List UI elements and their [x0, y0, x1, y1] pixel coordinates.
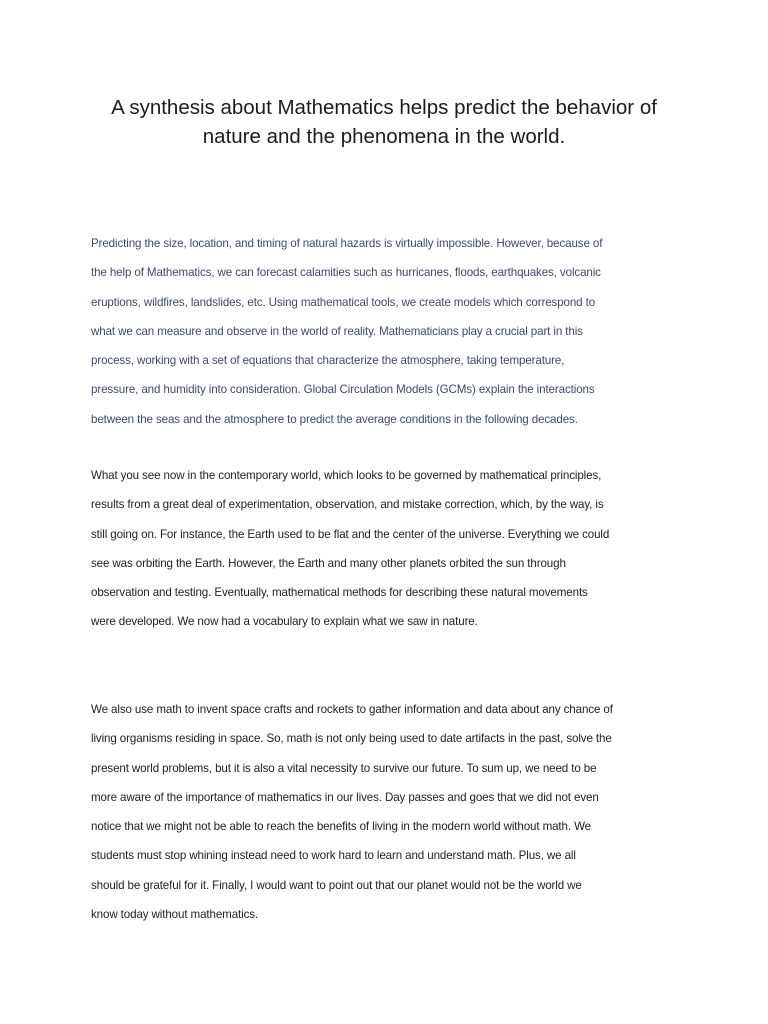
- text-line: between the seas and the atmosphere to predict the average conditions in the following decades.: [91, 412, 578, 426]
- text-line: know today without mathematics.: [91, 908, 259, 922]
- text-line: see was orbiting the Earth. However, the Earth and many other planets orbited the sun through: [91, 556, 566, 570]
- title-line: A synthesis about Mathematics helps predict the behavior of: [111, 96, 657, 119]
- text-line: Predicting the size, location, and timing of natural hazards is virtually impossible. However, because of: [91, 237, 603, 250]
- text-line: We also use math to invent space crafts and rockets to gather information and data about any chance of: [91, 703, 613, 716]
- text-line: pressure, and humidity into consideration. Global Circulation Models (GCMs) explain the interactions: [91, 383, 595, 397]
- text-line: students must stop whining instead need to work hard to learn and understand math. Plus, we all: [91, 849, 576, 863]
- text-line: what we can measure and observe in the world of reality. Mathematicians play a crucial part in this: [91, 324, 583, 338]
- text-line: should be grateful for it. Finally, I would want to point out that our planet would not be the world we: [91, 878, 582, 892]
- document-title: [60, 93, 708, 151]
- text-line: process, working with a set of equations that characterize the atmosphere, taking temperature,: [91, 354, 565, 368]
- text-line: living organisms residing in space. So, math is not only being used to date artifacts in the past, solve the: [91, 732, 612, 746]
- text-line: eruptions, wildfires, landslides, etc. Using mathematical tools, we create models which correspond to: [91, 295, 596, 309]
- text-line: results from a great deal of experimentation, observation, and mistake correction, which, by the way, is: [91, 498, 604, 512]
- paragraph-space-and-future: [91, 695, 691, 929]
- paragraph-contemporary-world: [91, 461, 691, 637]
- text-line: observation and testing. Eventually, mathematical methods for describing these natural movements: [91, 586, 588, 600]
- text-line: were developed. We now had a vocabulary to explain what we saw in nature.: [91, 615, 478, 629]
- title-line: nature and the phenomena in the world.: [202, 125, 566, 148]
- text-line: more aware of the importance of mathematics in our lives. Day passes and goes that we did not even: [91, 790, 599, 804]
- text-line: the help of Mathematics, we can forecast calamities such as hurricanes, floods, earthquakes, volcanic: [91, 266, 601, 280]
- text-line: What you see now in the contemporary world, which looks to be governed by mathematical principles,: [91, 469, 602, 482]
- text-line: present world problems, but it is also a vital necessity to survive our future. To sum up, we need to be: [91, 761, 597, 775]
- paragraph-natural-hazards: [91, 229, 691, 434]
- text-line: notice that we might not be able to reach the benefits of living in the modern world without math. We: [91, 820, 592, 834]
- text-line: still going on. For instance, the Earth used to be flat and the center of the universe. Everything we could: [91, 527, 610, 541]
